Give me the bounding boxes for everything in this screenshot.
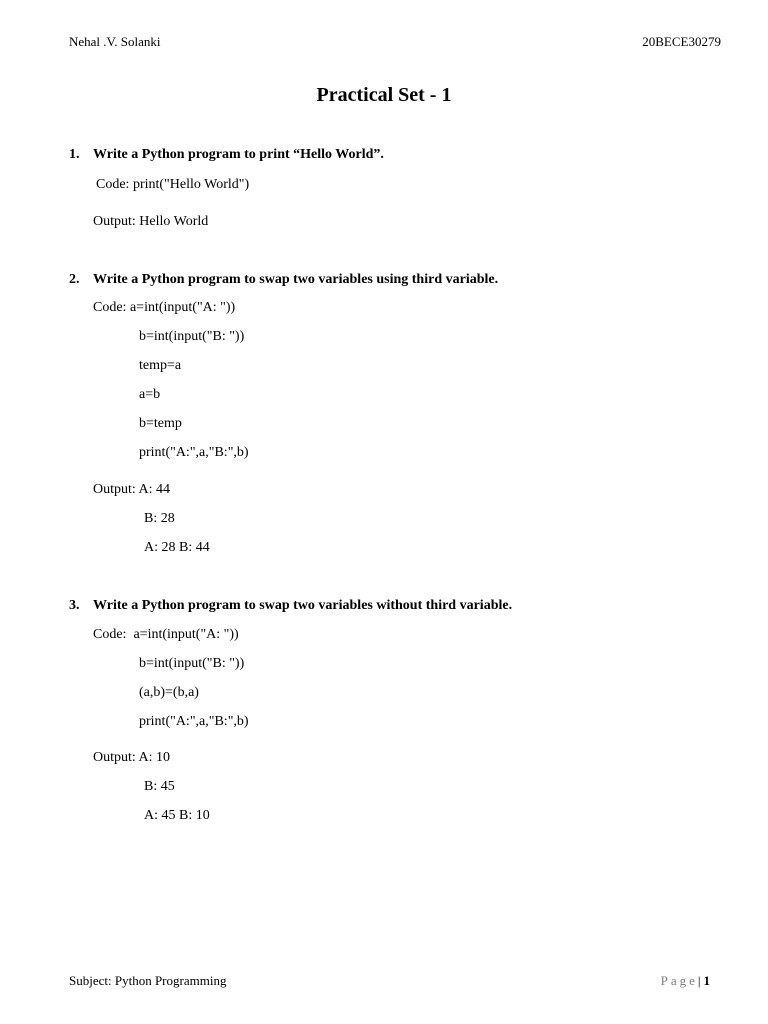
q3-code-text-1: a=int(input("A: ")) <box>133 627 239 642</box>
page-title: Practical Set - 1 <box>316 84 452 106</box>
q3-code-line-4: print("A:",a,"B:",b) <box>139 714 249 729</box>
question-1-text: Write a Python program to print “Hello World”. <box>93 147 384 162</box>
question-3-text: Write a Python program to swap two variables without third variable. <box>93 598 513 613</box>
footer-subject: Subject: Python Programming <box>69 973 227 988</box>
q3-code-line-1 <box>93 627 239 643</box>
header-id: 20BECE30279 <box>642 34 721 49</box>
q3-output-label: Output: <box>93 750 136 765</box>
q3-code-line-3: (a,b)=(b,a) <box>139 685 199 700</box>
q2-code-line-5: b=temp <box>139 416 182 431</box>
question-1 <box>69 147 384 163</box>
footer-page-separator: | <box>697 973 701 988</box>
q2-output-text-1: A: 44 <box>138 482 171 497</box>
question-2-text: Write a Python program to swap two variables using third variable. <box>93 272 499 287</box>
footer-page-label: Page <box>660 973 698 988</box>
q1-code-label: Code: <box>96 177 130 192</box>
q1-code-text: print("Hello World") <box>132 177 250 192</box>
q1-output-label: Output: <box>93 214 136 229</box>
q3-output-line-3: A: 45 B: 10 <box>144 808 210 823</box>
question-2 <box>69 272 498 288</box>
footer-page-number <box>661 973 710 989</box>
q3-output-line-1 <box>93 750 170 766</box>
q2-output-line-1 <box>93 482 170 498</box>
q2-code-text-1: a=int(input("A: ")) <box>129 300 236 315</box>
q2-code-label: Code: <box>93 300 127 315</box>
q2-code-line-6: print("A:",a,"B:",b) <box>139 445 249 460</box>
q2-code-line-4: a=b <box>139 387 161 402</box>
question-3-number: 3. <box>69 598 80 613</box>
q3-output-line-2: B: 45 <box>144 779 175 794</box>
q2-output-line-3: A: 28 B: 44 <box>144 540 210 555</box>
q1-output-line-1 <box>93 214 208 230</box>
q1-output-text: Hello World <box>139 214 209 229</box>
question-2-number: 2. <box>69 272 80 287</box>
q2-output-label: Output: <box>93 482 136 497</box>
q3-code-line-2: b=int(input("B: ")) <box>139 656 245 671</box>
header-author: Nehal .V. Solanki <box>69 34 161 49</box>
q1-code-line-1 <box>96 177 249 193</box>
q3-output-text-1: A: 10 <box>138 750 171 765</box>
question-3 <box>69 598 512 614</box>
q2-code-line-2: b=int(input("B: ")) <box>139 329 245 344</box>
question-1-number: 1. <box>69 147 80 162</box>
q2-code-line-3: temp=a <box>139 358 182 373</box>
q3-code-label: Code: <box>93 627 127 642</box>
footer-page-value: 1 <box>703 973 710 988</box>
q2-output-line-2: B: 28 <box>144 511 175 526</box>
q2-code-line-1 <box>93 300 235 316</box>
